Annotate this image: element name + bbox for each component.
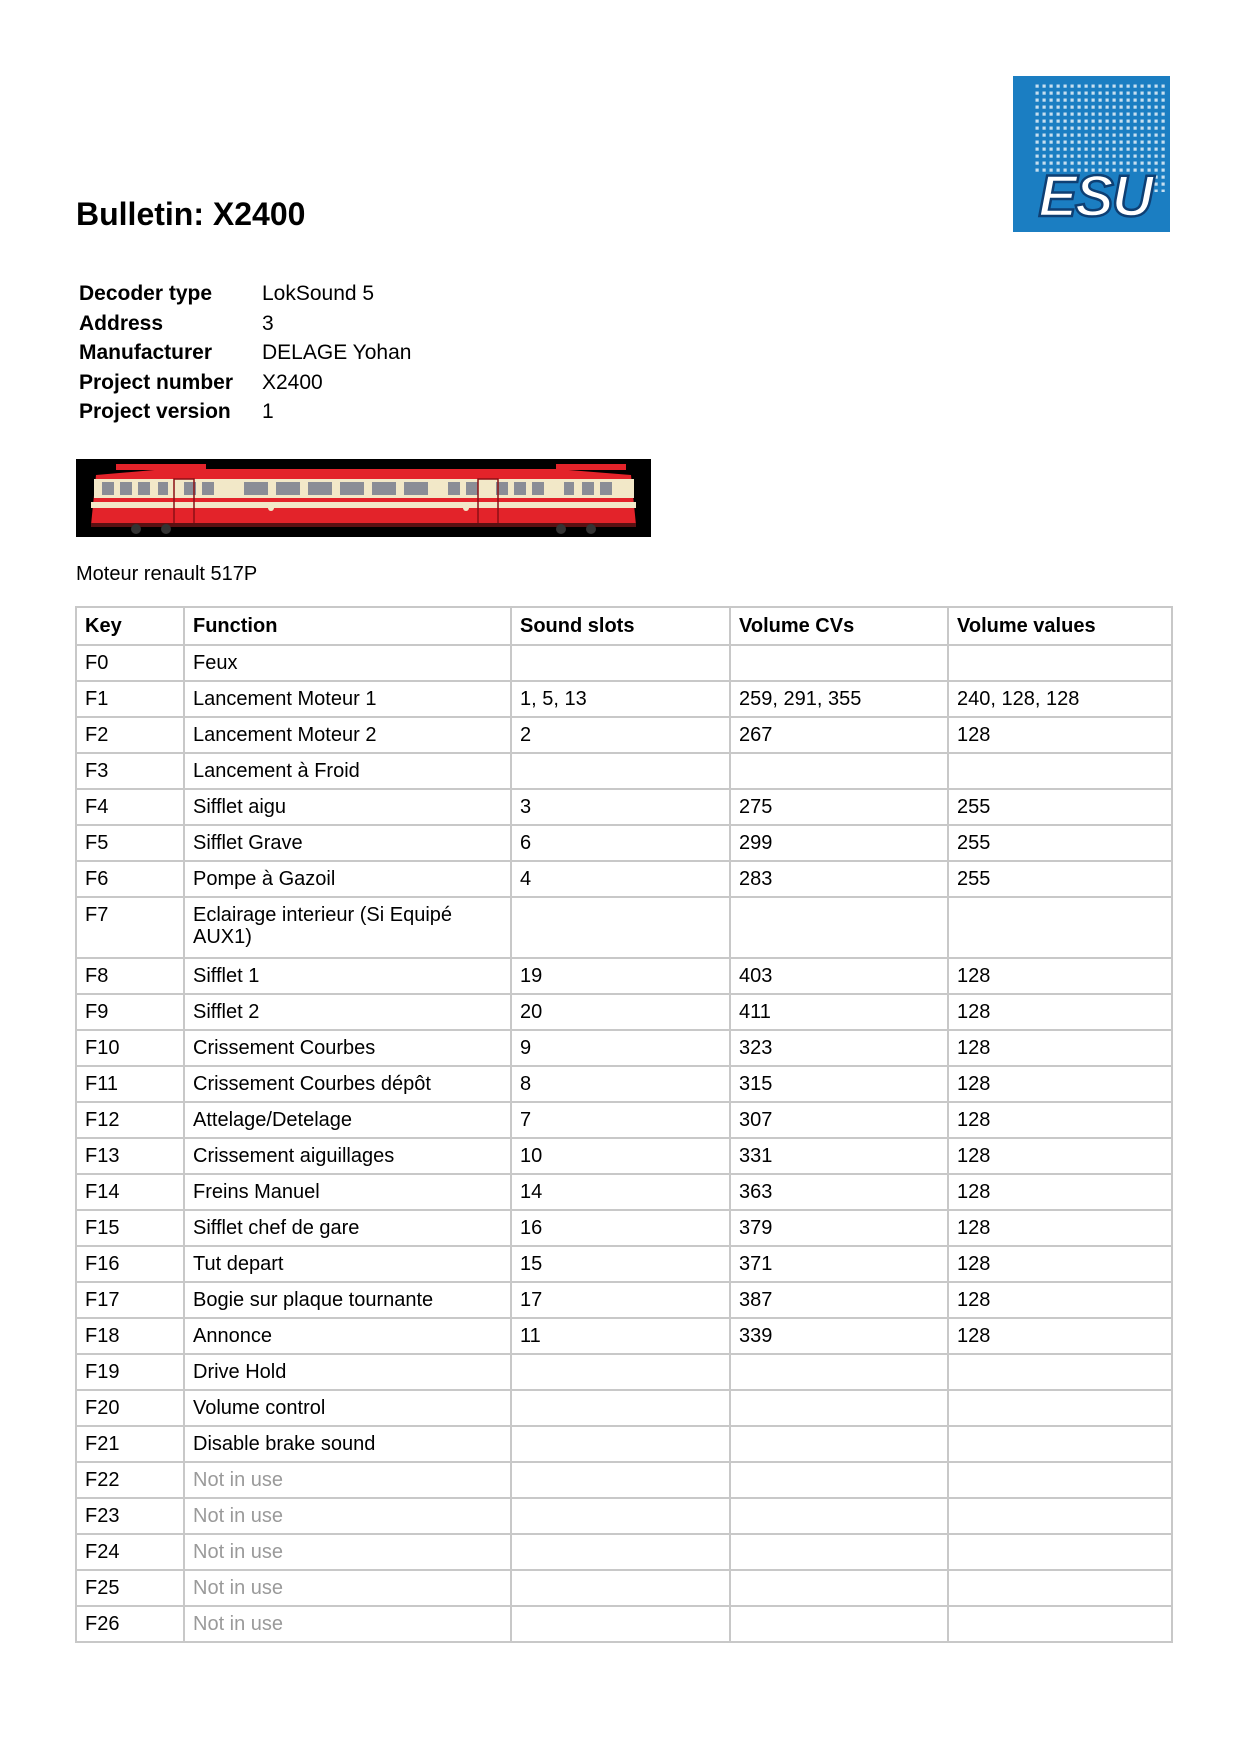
function-cell: Disable brake sound — [184, 1426, 511, 1462]
info-label: Project version — [79, 400, 231, 423]
sound-slots-cell: 10 — [511, 1138, 730, 1174]
volume-values-cell: 128 — [948, 1030, 1172, 1066]
info-label: Address — [79, 311, 164, 335]
key-cell: F11 — [76, 1066, 184, 1102]
function-cell: Lancement Moteur 1 — [184, 681, 511, 717]
volume-values-cell — [948, 645, 1172, 681]
key-cell: F16 — [76, 1246, 184, 1282]
table-row — [76, 1246, 1172, 1282]
esu-logo — [1013, 76, 1170, 232]
volume-cvs-cell: 259, 291, 355 — [730, 681, 948, 717]
volume-values-cell: 240, 128, 128 — [948, 681, 1172, 717]
function-cell: Sifflet 2 — [184, 994, 511, 1030]
volume-cvs-cell: 275 — [730, 789, 948, 825]
info-row — [79, 279, 411, 309]
volume-cvs-cell: 387 — [730, 1282, 948, 1318]
volume-values-cell: 128 — [948, 717, 1172, 753]
column-header: Key — [76, 607, 184, 645]
volume-values-cell: 255 — [948, 789, 1172, 825]
volume-cvs-cell: 315 — [730, 1066, 948, 1102]
volume-cvs-cell: 283 — [730, 861, 948, 897]
volume-values-cell — [948, 1354, 1172, 1390]
volume-cvs-cell — [730, 1426, 948, 1462]
sound-slots-cell: 1, 5, 13 — [511, 681, 730, 717]
table-row — [76, 1462, 1172, 1498]
decoder-info-table — [79, 279, 411, 427]
svg-text:ESU: ESU — [1038, 164, 1152, 229]
info-row — [79, 338, 411, 368]
volume-cvs-cell: 323 — [730, 1030, 948, 1066]
sound-slots-cell — [511, 753, 730, 789]
function-cell: Not in use — [184, 1570, 511, 1606]
key-cell: F21 — [76, 1426, 184, 1462]
sound-slots-cell: 8 — [511, 1066, 730, 1102]
info-value: DELAGE Yohan — [262, 341, 412, 364]
info-row — [79, 397, 411, 427]
volume-cvs-cell: 299 — [730, 825, 948, 861]
table-row — [76, 958, 1172, 994]
table-row — [76, 1210, 1172, 1246]
function-cell: Drive Hold — [184, 1354, 511, 1390]
table-row — [76, 1534, 1172, 1570]
sound-slots-cell — [511, 1570, 730, 1606]
volume-cvs-cell — [730, 1354, 948, 1390]
volume-cvs-cell — [730, 1462, 948, 1498]
key-cell: F17 — [76, 1282, 184, 1318]
railcar-image — [76, 459, 651, 537]
function-cell: Feux — [184, 645, 511, 681]
sound-slots-cell: 7 — [511, 1102, 730, 1138]
key-cell: F0 — [76, 645, 184, 681]
table-row — [76, 681, 1172, 717]
column-header: Function — [184, 607, 511, 645]
volume-cvs-cell: 371 — [730, 1246, 948, 1282]
table-row — [76, 1030, 1172, 1066]
key-cell: F7 — [76, 897, 184, 958]
table-row — [76, 1606, 1172, 1642]
column-header: Volume CVs — [730, 607, 948, 645]
function-cell: Crissement aiguillages — [184, 1138, 511, 1174]
volume-values-cell — [948, 1390, 1172, 1426]
volume-values-cell — [948, 897, 1172, 958]
key-cell: F8 — [76, 958, 184, 994]
function-cell: Not in use — [184, 1498, 511, 1534]
sound-slots-cell: 9 — [511, 1030, 730, 1066]
sound-slots-cell: 11 — [511, 1318, 730, 1354]
table-row — [76, 1354, 1172, 1390]
key-cell: F22 — [76, 1462, 184, 1498]
table-row — [76, 1102, 1172, 1138]
volume-cvs-cell — [730, 753, 948, 789]
sound-slots-cell — [511, 897, 730, 958]
table-row — [76, 1390, 1172, 1426]
table-row — [76, 1426, 1172, 1462]
volume-cvs-cell — [730, 645, 948, 681]
info-value: LokSound 5 — [262, 282, 375, 305]
volume-cvs-cell: 267 — [730, 717, 948, 753]
volume-values-cell: 128 — [948, 1102, 1172, 1138]
volume-values-cell: 128 — [948, 994, 1172, 1030]
sound-slots-cell — [511, 1534, 730, 1570]
key-cell: F12 — [76, 1102, 184, 1138]
table-row — [76, 1570, 1172, 1606]
volume-cvs-cell — [730, 1390, 948, 1426]
volume-cvs-cell — [730, 1606, 948, 1642]
column-header: Volume values — [948, 607, 1172, 645]
sound-slots-cell: 6 — [511, 825, 730, 861]
function-cell: Attelage/Detelage — [184, 1102, 511, 1138]
volume-cvs-cell — [730, 1498, 948, 1534]
volume-values-cell: 128 — [948, 1138, 1172, 1174]
key-cell: F19 — [76, 1354, 184, 1390]
function-cell: Bogie sur plaque tournante — [184, 1282, 511, 1318]
function-cell: Pompe à Gazoil — [184, 861, 511, 897]
info-label: Manufacturer — [79, 341, 213, 364]
table-row — [76, 1498, 1172, 1534]
function-cell: Tut depart — [184, 1246, 511, 1282]
volume-values-cell — [948, 1426, 1172, 1462]
volume-values-cell: 128 — [948, 1174, 1172, 1210]
volume-values-cell: 255 — [948, 825, 1172, 861]
volume-cvs-cell: 331 — [730, 1138, 948, 1174]
table-row — [76, 789, 1172, 825]
sound-slots-cell: 17 — [511, 1282, 730, 1318]
function-cell: Not in use — [184, 1462, 511, 1498]
function-cell: Annonce — [184, 1318, 511, 1354]
project-description: Moteur renault 517P — [76, 563, 258, 585]
key-cell: F10 — [76, 1030, 184, 1066]
function-cell: Lancement Moteur 2 — [184, 717, 511, 753]
info-row — [79, 309, 411, 339]
key-cell: F1 — [76, 681, 184, 717]
key-cell: F9 — [76, 994, 184, 1030]
function-table — [75, 606, 1173, 1643]
sound-slots-cell — [511, 1606, 730, 1642]
key-cell: F25 — [76, 1570, 184, 1606]
table-row — [76, 994, 1172, 1030]
function-cell: Volume control — [184, 1390, 511, 1426]
function-cell: Sifflet Grave — [184, 825, 511, 861]
volume-values-cell: 128 — [948, 1282, 1172, 1318]
volume-values-cell: 255 — [948, 861, 1172, 897]
sound-slots-cell — [511, 645, 730, 681]
function-cell: Not in use — [184, 1534, 511, 1570]
function-cell: Freins Manuel — [184, 1174, 511, 1210]
volume-values-cell — [948, 1462, 1172, 1498]
sound-slots-cell: 19 — [511, 958, 730, 994]
table-row — [76, 825, 1172, 861]
volume-cvs-cell — [730, 1534, 948, 1570]
table-row — [76, 861, 1172, 897]
info-row — [79, 368, 411, 398]
table-row — [76, 645, 1172, 681]
sound-slots-cell: 16 — [511, 1210, 730, 1246]
sound-slots-cell: 3 — [511, 789, 730, 825]
table-row — [76, 753, 1172, 789]
key-cell: F23 — [76, 1498, 184, 1534]
table-row — [76, 1282, 1172, 1318]
info-value: 1 — [262, 400, 274, 423]
key-cell: F15 — [76, 1210, 184, 1246]
key-cell: F24 — [76, 1534, 184, 1570]
sound-slots-cell: 14 — [511, 1174, 730, 1210]
volume-values-cell: 128 — [948, 1318, 1172, 1354]
sound-slots-cell — [511, 1354, 730, 1390]
page-title: Bulletin: X2400 — [76, 196, 306, 232]
volume-cvs-cell — [730, 897, 948, 958]
key-cell: F5 — [76, 825, 184, 861]
volume-values-cell: 128 — [948, 1246, 1172, 1282]
volume-cvs-cell: 339 — [730, 1318, 948, 1354]
volume-values-cell: 128 — [948, 958, 1172, 994]
table-row — [76, 1318, 1172, 1354]
volume-cvs-cell: 411 — [730, 994, 948, 1030]
key-cell: F20 — [76, 1390, 184, 1426]
volume-values-cell — [948, 1534, 1172, 1570]
function-cell: Lancement à Froid — [184, 753, 511, 789]
volume-values-cell — [948, 1498, 1172, 1534]
table-row — [76, 1138, 1172, 1174]
volume-cvs-cell: 403 — [730, 958, 948, 994]
info-value: 3 — [262, 311, 274, 335]
sound-slots-cell — [511, 1498, 730, 1534]
info-value: X2400 — [262, 370, 323, 394]
sound-slots-cell: 2 — [511, 717, 730, 753]
key-cell: F4 — [76, 789, 184, 825]
key-cell: F13 — [76, 1138, 184, 1174]
sound-slots-cell — [511, 1426, 730, 1462]
key-cell: F26 — [76, 1606, 184, 1642]
volume-values-cell: 128 — [948, 1210, 1172, 1246]
function-cell: Sifflet aigu — [184, 789, 511, 825]
sound-slots-cell — [511, 1462, 730, 1498]
function-cell: Eclairage interieur (Si Equipé AUX1) — [184, 897, 511, 958]
function-cell: Sifflet 1 — [184, 958, 511, 994]
key-cell: F6 — [76, 861, 184, 897]
table-row — [76, 717, 1172, 753]
volume-values-cell — [948, 753, 1172, 789]
table-row — [76, 897, 1172, 958]
volume-cvs-cell: 307 — [730, 1102, 948, 1138]
function-cell: Crissement Courbes — [184, 1030, 511, 1066]
function-cell: Not in use — [184, 1606, 511, 1642]
function-cell: Sifflet chef de gare — [184, 1210, 511, 1246]
sound-slots-cell: 4 — [511, 861, 730, 897]
sound-slots-cell: 20 — [511, 994, 730, 1030]
volume-values-cell — [948, 1606, 1172, 1642]
volume-cvs-cell — [730, 1570, 948, 1606]
column-header: Sound slots — [511, 607, 730, 645]
function-cell: Crissement Courbes dépôt — [184, 1066, 511, 1102]
key-cell: F3 — [76, 753, 184, 789]
key-cell: F14 — [76, 1174, 184, 1210]
volume-cvs-cell: 379 — [730, 1210, 948, 1246]
table-row — [76, 1174, 1172, 1210]
sound-slots-cell — [511, 1390, 730, 1426]
key-cell: F18 — [76, 1318, 184, 1354]
info-label: Decoder type — [79, 282, 213, 305]
volume-cvs-cell: 363 — [730, 1174, 948, 1210]
function-table-header — [76, 607, 1172, 645]
info-label: Project number — [79, 370, 234, 394]
key-cell: F2 — [76, 717, 184, 753]
sound-slots-cell: 15 — [511, 1246, 730, 1282]
volume-values-cell — [948, 1570, 1172, 1606]
table-row — [76, 1066, 1172, 1102]
volume-values-cell: 128 — [948, 1066, 1172, 1102]
